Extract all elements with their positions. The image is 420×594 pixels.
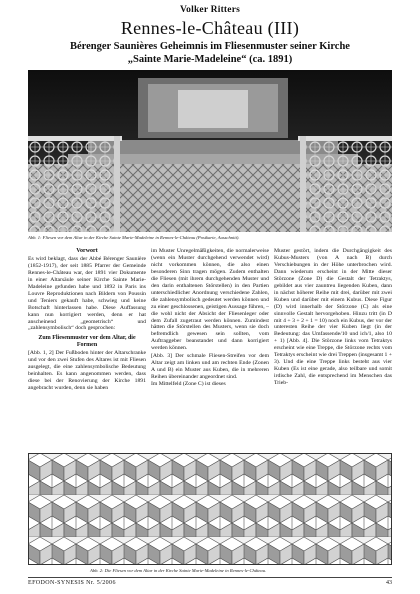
text-column-2	[151, 248, 269, 389]
author-name: Volker Ritters	[179, 5, 241, 15]
journal-name: EFODON-SYNESIS Nr. 5/2006	[28, 580, 116, 586]
section-heading-preface: Vorwort	[76, 248, 98, 254]
footer-divider	[28, 577, 392, 578]
tile-cube-pattern	[28, 453, 392, 565]
paragraph: [Abb. 3] Der schmale Fliesen-Streifen vor dem Altar zeigt am linken und am rechten Ende (Zonen A und B) ein Muster aus Kuben, die in mehreren Reihen übereinander angeordnet sind.	[151, 352, 269, 380]
page-number: 43	[386, 580, 392, 586]
altar-photo-illustration	[28, 70, 392, 232]
paragraph: [Abb. 1, 2] Der Fußboden hinter der Altarschranke und vor den zwei Stufen des Altares ist mit Fliesen ausgelegt, die eine zahlensymbolische Bedeutung beinhalten. Es kann angenommen werden, dass diese bei der Renovierung der Kirche 1891 angebracht wurden, denn sie haben	[28, 350, 146, 392]
paragraph: im Muster Unregelmäßigkeiten, die normalerweise (wenn ein Muster durchgehend verwendet wird) nicht vorkommen können, die also einen besonderen Sinn tragen mögen. Zudem enthalten die Fliesen (mit ihrem durchgehenden Muster und den darin enthaltenen Störstellen) in den Partien unterschiedlicher Anordnung verschiedene Zahlen, die zahlensymbolisch gedeutet werden können und zu einer geschlossenen, geistigen Aussage führen, – die wohl nicht der Absicht der Fliesenleger oder dem Zufall zugetraut werden können. Zumindest hätten die Störstellen des Musters, wenn sie doch befremdlich gewesen sein sollten, vom Auftraggeber beanstandet und dann korrigiert werden können.	[151, 248, 269, 352]
subtitle-line-1: Bérenger Saunières Geheimnis im Fliesenmuster seiner Kirche	[70, 41, 350, 52]
text-column-1	[28, 248, 146, 393]
figure-1-caption: Abb. 1: Fliesen vor dem Altar in der Kirche Sainte Marie-Madeleine in Rennes-le-Château (Postkarte, Ausschnitt).	[28, 235, 240, 240]
tile-pattern-figure	[28, 453, 392, 565]
paragraph: Es wird beklagt, dass der Abbé Bérenger Saunière (1852-1917), der seit 1885 Pfarrer der Gemeinde Rennes-le-Château war, der 1891 vier Dokumente in einer Altarsäule seiner Kirche Sainte Marie-Madeleine gefunden habe und 1892 in Paris ins Louvre Reproduktionen nach Bildern von Poussin und Teniers gekauft habe, schwieg und keine Botschaft hinterlassen habe. Diese Auffassung kann nun korrigiert werden, denn er hat anscheinend „geometrisch“ und „zahlensymbolisch“ doch gesprochen:	[28, 255, 146, 332]
paragraph: Muster gestört, indem die Durchgängigkeit des Kubus-Musters (von A nach B) durch Verschiebungen in der Höhe unterbrochen wird. Dann wiederum erscheint in der Mitte dieser Störzone (Zone D) die Gestalt der Tetraktys, gebildet aus vier zauntreu liegenden Kuben, dann in nächst höherer Reihe mit drei, darüber mit zwei Kuben und darüber mit einem Kubus. Diese Figur (D) wird innerhalb der Störzone (C) als eine sinnvolle Gestalt hervorgehoben. Hinzu tritt (in D mit 4 + 3 + 2 + 1 = 10) noch ein Kubus, der vor der unteresten Reihe der vier Kuben liegt (in der Bedeutung: das Umfassende/10 und ich/1, also 10 + 1) [Abb. 4]. Die Störzone links vom Tetraktys erscheint wie eine Treppe, die Störzone rechts vom Tetraktys erscheint wie drei Treppen (insgesamt 1 + 3). Und die eine Treppe links besteht aus vier Kuben (Es ist eine gerade, also teilbare und somit irdische Zahl, die entsprechend im Menschen das Trieb-	[274, 248, 392, 387]
text-column-3	[274, 248, 392, 388]
paragraph: Im Mittelfeld (Zone C) ist dieses	[151, 381, 226, 388]
article-subtitle	[20, 41, 400, 66]
subtitle-line-2: „Sainte Marie-Madeleine“ (ca. 1891)	[127, 53, 293, 65]
altar-photograph	[28, 70, 392, 232]
figure-2-caption: Abb. 2: Die Fliesen vor dem Altar in der Kirche Sainte Marie-Madeleine in Rennes-le-Château.	[90, 568, 267, 573]
section-heading-tile-pattern: Zum Fliesenmuster vor dem Altar, die Formen	[38, 335, 136, 349]
article-title: Rennes-le-Château (III)	[120, 18, 300, 38]
